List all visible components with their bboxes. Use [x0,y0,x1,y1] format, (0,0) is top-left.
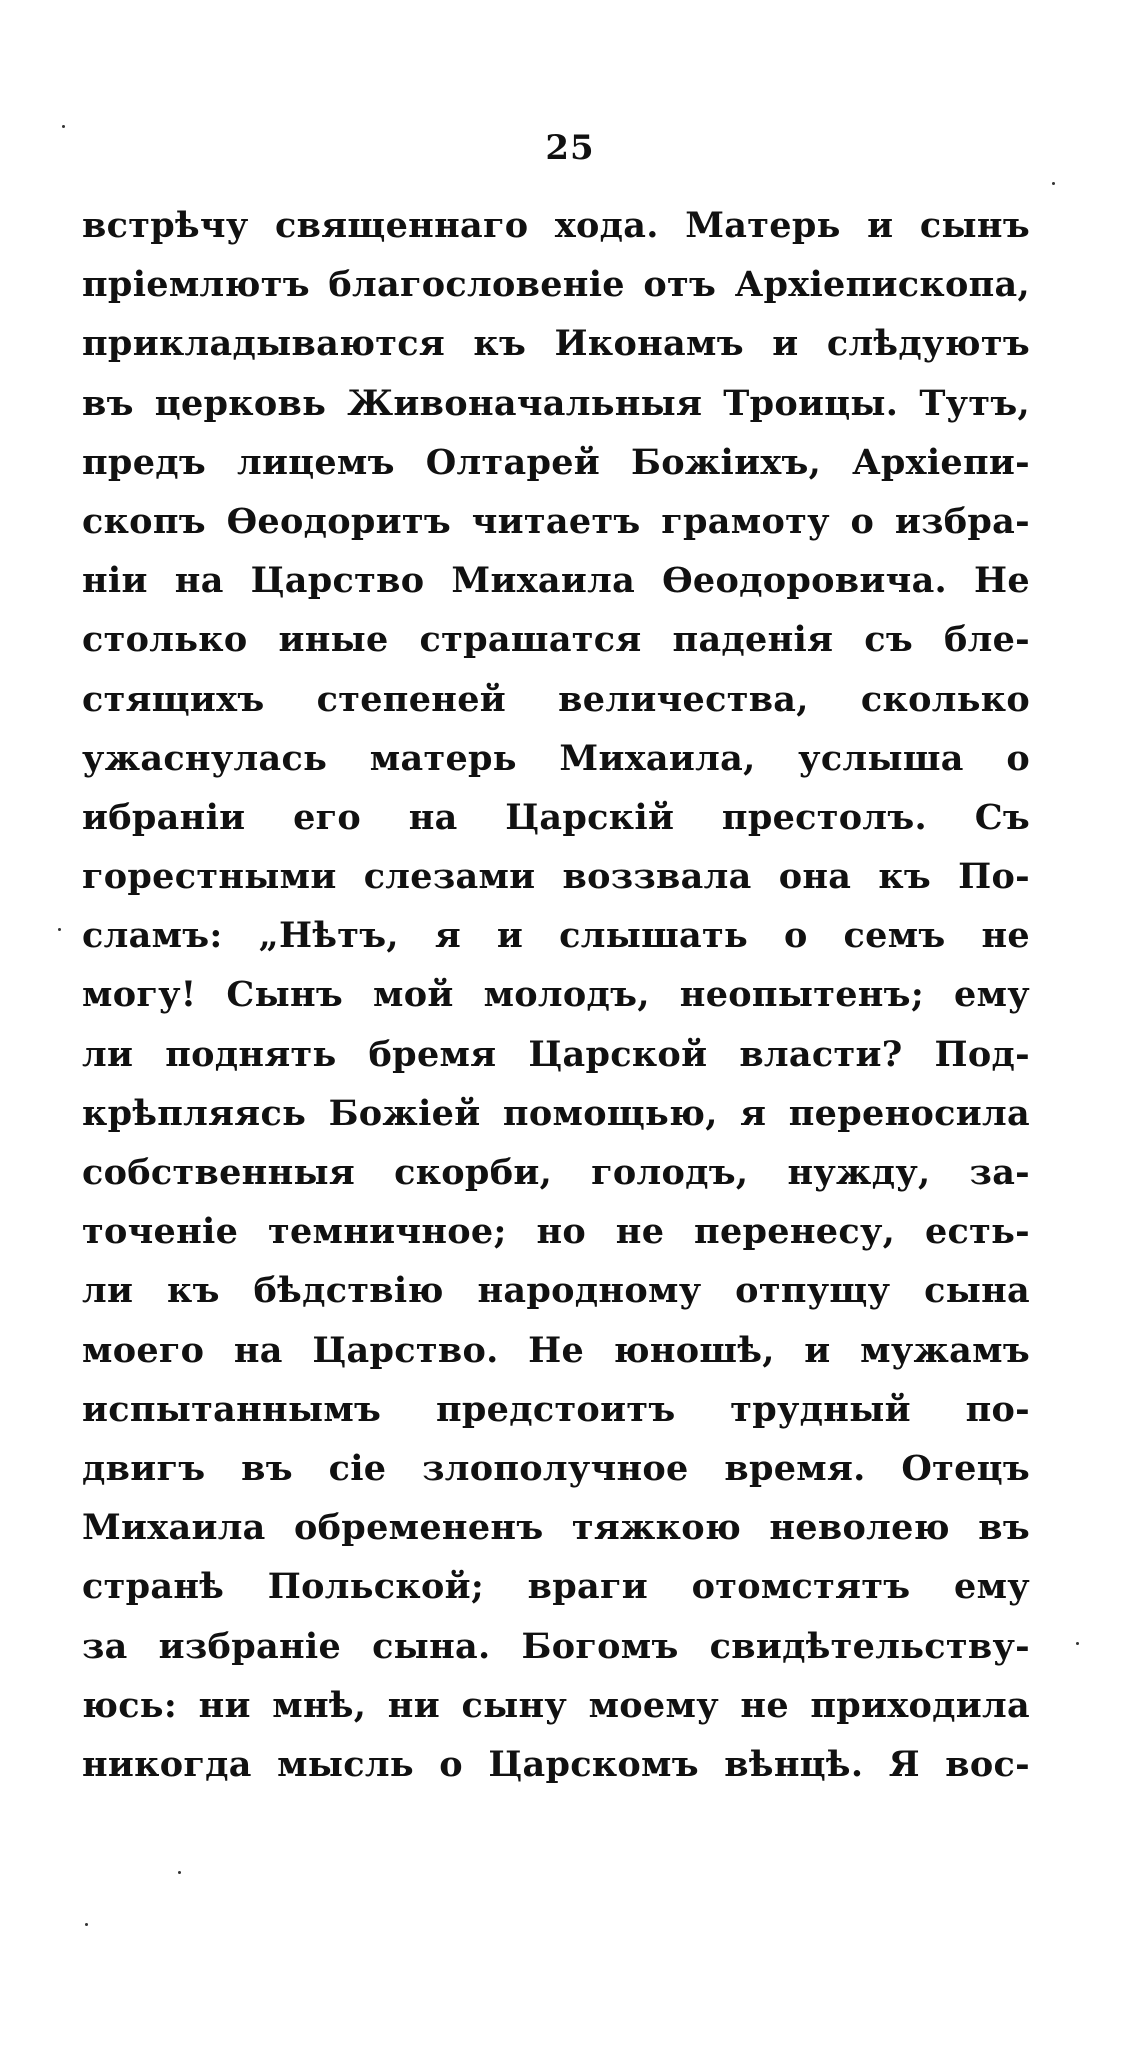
text-line: пріемлютъ благословеніе отъ Архіепископа, [82,264,1030,306]
text-line: точеніе темничное; но не перенесу, есть- [82,1211,1030,1253]
text-line: скопъ Ѳеодоритъ читаетъ грамоту о избра- [82,500,1030,542]
text-line: юсь: ни мнѣ, ни сыну моему не приходила [82,1684,1030,1726]
text-line: странѣ Польской; враги отомстятъ ему [82,1566,1030,1608]
text-line: крѣпляясь Божіей помощью, я переносила [82,1092,1030,1134]
text-line: испытаннымъ предстоитъ трудный по- [82,1388,1030,1430]
scan-speck [85,1923,88,1926]
text-line: никогда мысль о Царскомъ вѣнцѣ. Я вос- [82,1743,1030,1785]
text-line: стящихъ степеней величества, сколько [82,678,1030,720]
text-line: ли къ бѣдствію народному отпущу сына [82,1270,1030,1312]
page-number: 25 [545,128,595,168]
text-line: за избраніе сына. Богомъ свидѣтельству- [82,1625,1030,1667]
scan-speck [62,125,65,128]
text-line: ніи на Царство Михаила Ѳеодоровича. Не [82,560,1030,602]
text-line: сламъ: „Нѣтъ, я и слышать о семъ не [82,915,1030,957]
text-line: прикладываются къ Иконамъ и слѣдуютъ [82,323,1030,365]
text-line: ужаснулась матерь Михаила, услыша о [82,737,1030,779]
scan-speck [178,1871,181,1874]
text-line: встрѣчу священнаго хода. Матерь и сынъ [82,205,1030,246]
text-line: двигъ въ сіе злополучное время. Отецъ [82,1447,1030,1489]
text-line: Михаила обремененъ тяжкою неволею въ [82,1507,1030,1549]
scan-speck [58,928,61,931]
text-line: въ церковь Живоначальныя Троицы. Тутъ, [82,382,1030,424]
body-text [82,196,1030,1794]
text-line: моего на Царство. Не юношѣ, и мужамъ [82,1329,1030,1371]
text-line: столько иные страшатся паденія съ бле- [82,619,1030,661]
scan-speck [1052,182,1055,185]
text-line: могу! Сынъ мой молодъ, неопытенъ; ему [82,974,1030,1016]
scan-speck [1076,1642,1079,1645]
text-line: собственныя скорби, голодъ, нужду, за- [82,1152,1030,1193]
text-line: предъ лицемъ Олтарей Божіихъ, Архіепи- [82,441,1030,483]
text-line: ибраніи его на Царскій престолъ. Съ [82,796,1030,838]
text-line: ли поднять бремя Царской власти? Под- [82,1033,1030,1075]
text-line: горестными слезами воззвала она къ По- [82,856,1030,898]
